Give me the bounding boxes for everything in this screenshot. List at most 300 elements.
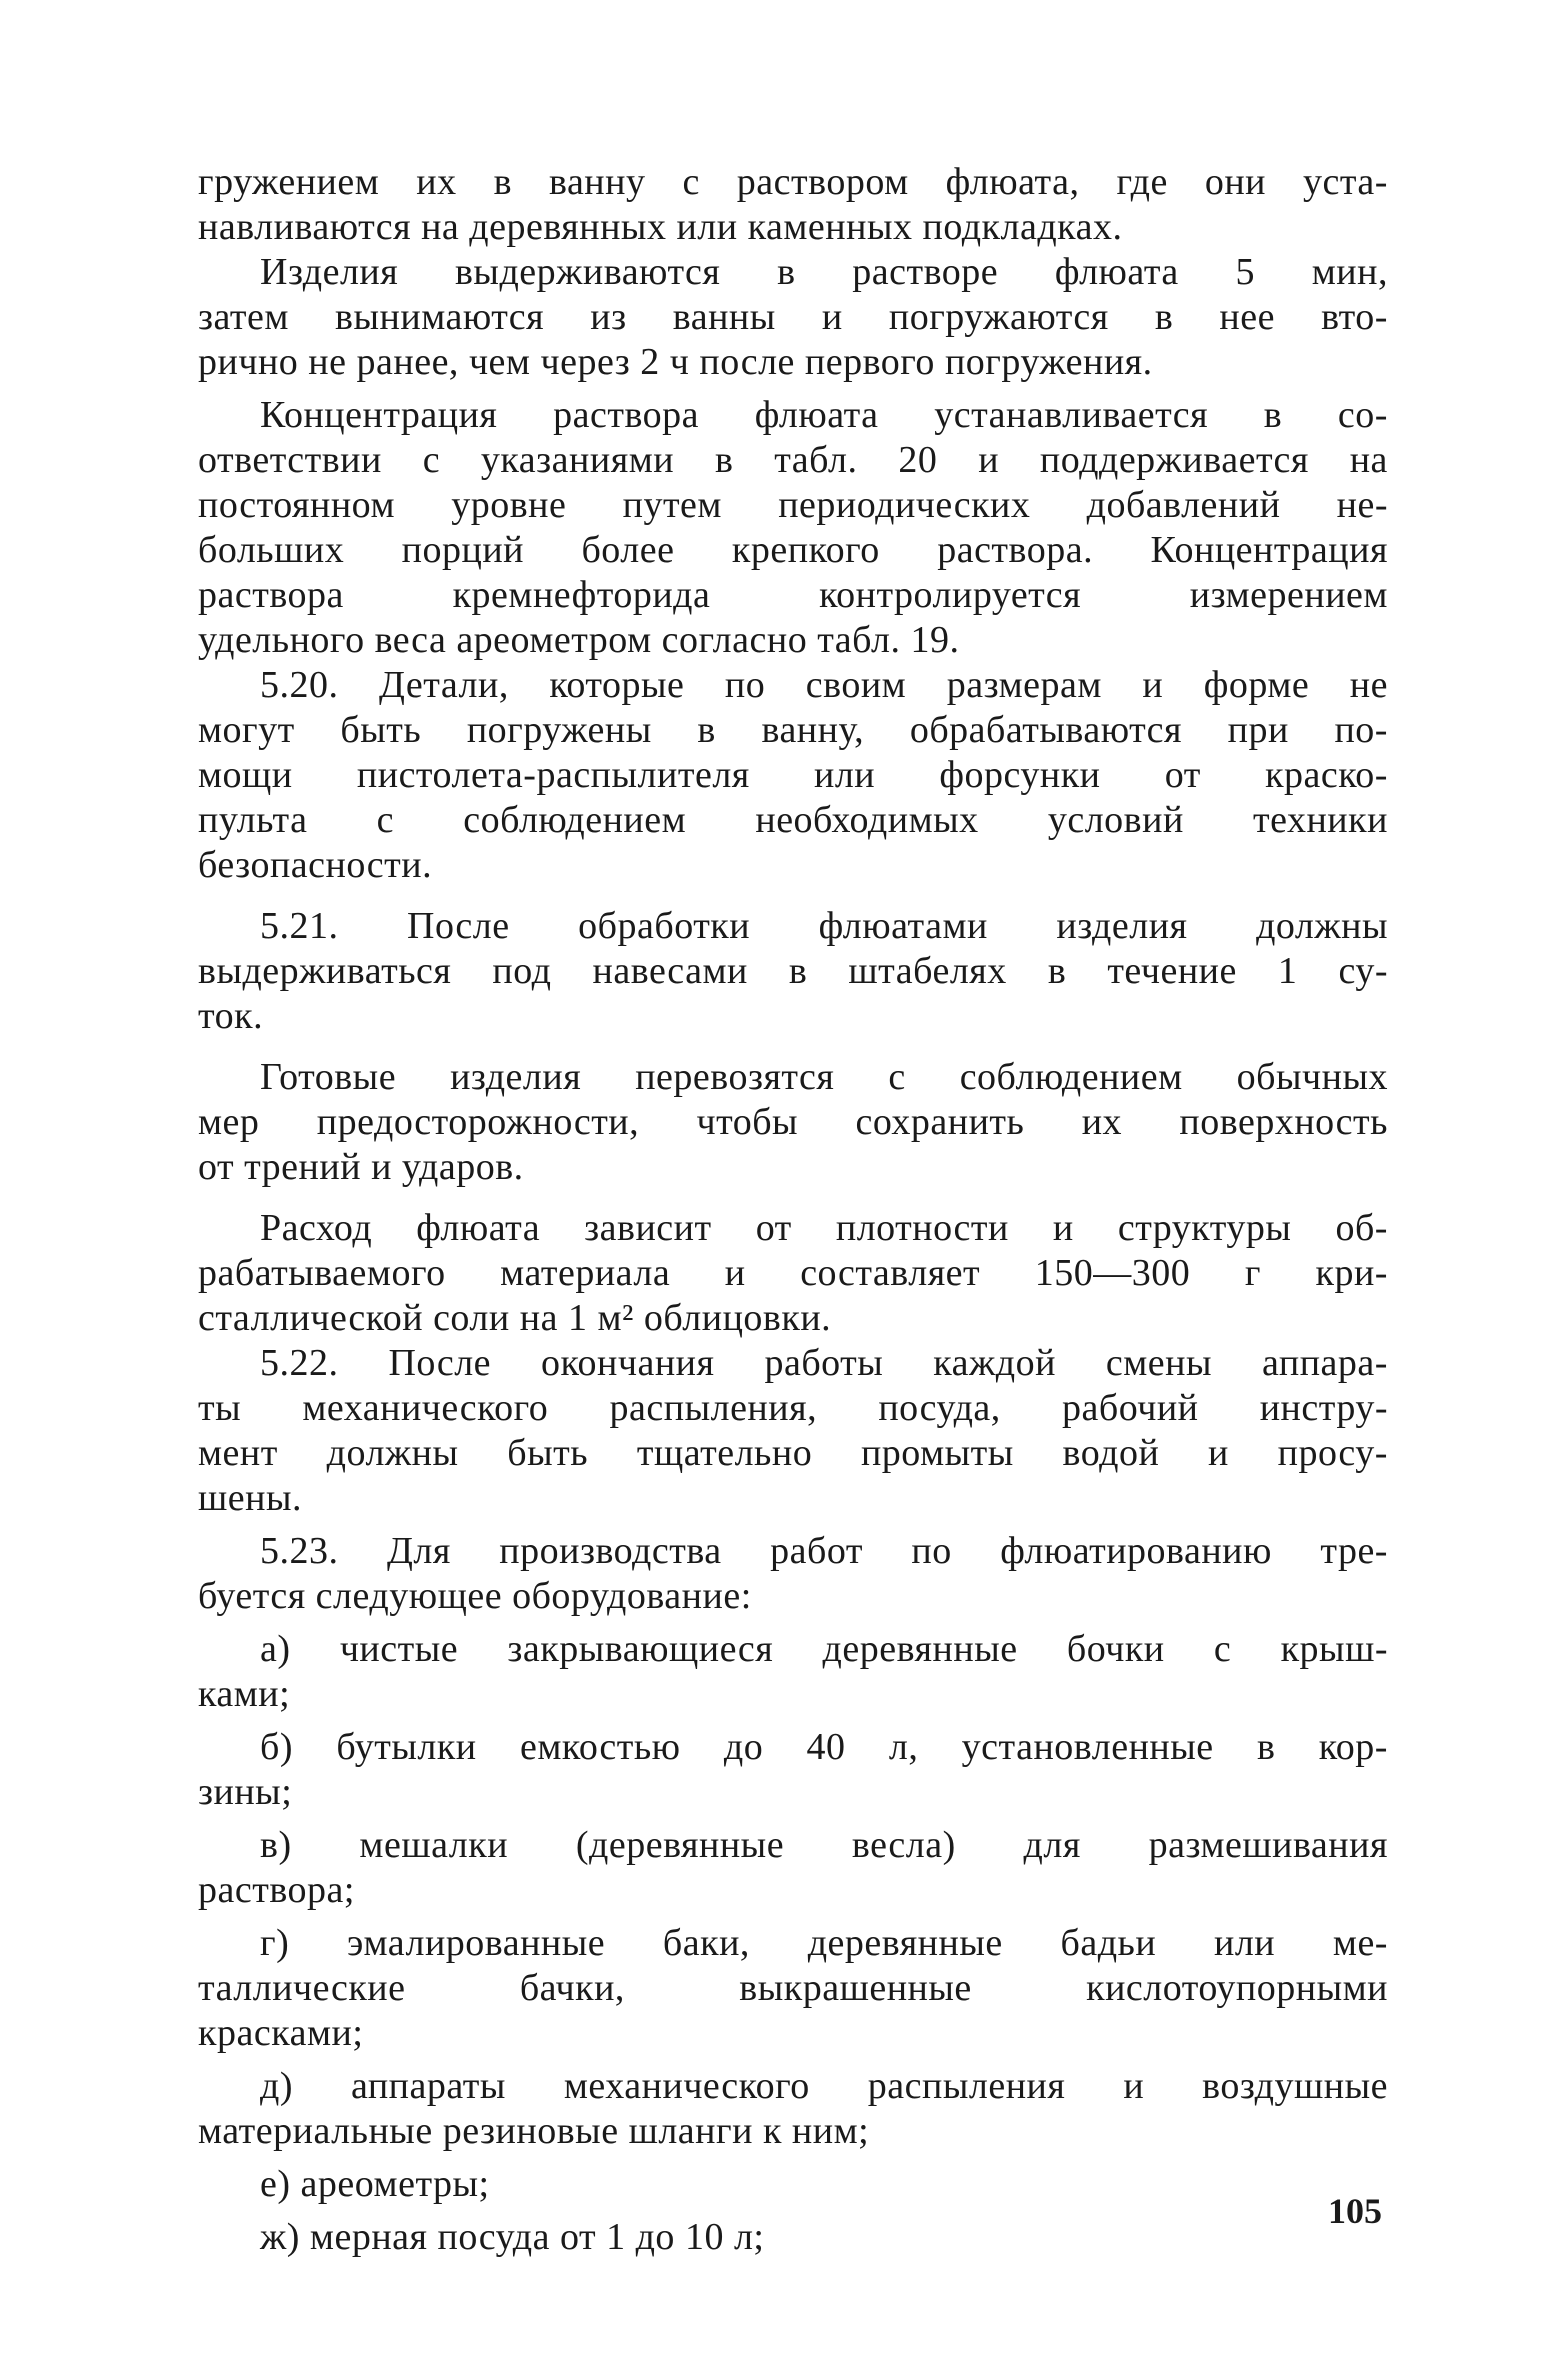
word: 10: [684, 2216, 734, 2258]
word: деревянные: [822, 1628, 1018, 1670]
text-line: [198, 904, 1388, 949]
word: с: [682, 161, 700, 203]
word: рабатываемого: [198, 1252, 446, 1294]
text-line: [198, 2064, 1388, 2109]
text-line: [198, 1921, 1388, 1966]
word: Концентрация: [260, 394, 498, 436]
word: д): [260, 2065, 293, 2107]
word: ответствии: [198, 439, 382, 481]
word: бочки: [1066, 1628, 1165, 1670]
word: удельного: [198, 619, 375, 661]
text-line: [198, 160, 1388, 205]
paragraph-gap: [198, 1913, 1388, 1921]
word: выдерживаются: [454, 251, 721, 293]
word: в: [1154, 296, 1174, 338]
word: или: [814, 754, 876, 796]
word: плотности: [835, 1207, 1009, 1249]
word: должны: [326, 1432, 459, 1474]
word: флюата: [1054, 251, 1179, 293]
word: и: [1208, 1432, 1229, 1474]
word: крыш-: [1280, 1628, 1388, 1670]
word: бадьи: [1060, 1922, 1157, 1964]
word: или: [676, 206, 748, 248]
word: бачки,: [519, 1967, 625, 2009]
word: подкладках.: [922, 206, 1123, 248]
word: быть: [340, 709, 422, 751]
word: по: [724, 664, 766, 706]
word: Детали,: [379, 664, 509, 706]
word: и: [1142, 664, 1164, 706]
word: емкостью: [519, 1726, 681, 1768]
word: безопасности.: [198, 844, 433, 886]
word: растворе: [852, 251, 999, 293]
word: 5.22.: [260, 1342, 339, 1384]
word: после: [699, 341, 805, 383]
word: механического: [563, 2065, 810, 2107]
word: раствором: [736, 161, 909, 203]
word: с: [422, 439, 441, 481]
text-line: [198, 393, 1388, 438]
word: тщательно: [636, 1432, 813, 1474]
word: установленные: [961, 1726, 1214, 1768]
word: поверхность: [1179, 1101, 1388, 1143]
text-line: [198, 708, 1388, 753]
paragraph-gap: [198, 2056, 1388, 2064]
word: деревянных: [469, 206, 677, 248]
word: зины;: [198, 1771, 293, 1813]
word: изделия: [450, 1056, 582, 1098]
text-body: [198, 160, 1388, 2260]
word: выкрашенные: [739, 1967, 972, 2009]
text-line: [198, 1672, 1388, 1717]
word: сталлической: [198, 1297, 434, 1339]
word: сохранить: [855, 1101, 1025, 1143]
word: с: [888, 1056, 906, 1098]
word: ванну,: [761, 709, 865, 751]
word: чтобы: [696, 1101, 799, 1143]
word: на: [421, 206, 470, 248]
word: материала: [500, 1252, 671, 1294]
word: табл.: [817, 619, 911, 661]
word: 1: [1277, 950, 1298, 992]
word: пистолета-распылителя: [356, 754, 750, 796]
word: перевозятся: [635, 1056, 835, 1098]
word: распыления: [867, 2065, 1066, 2107]
word: 1: [567, 1297, 598, 1339]
text-line: [198, 528, 1388, 573]
word: с: [376, 799, 395, 841]
paragraph-gap: [198, 1619, 1388, 1627]
word: ареометры;: [300, 2163, 490, 2205]
word: через: [540, 341, 641, 383]
word: не-: [1336, 484, 1388, 526]
text-line: [198, 438, 1388, 483]
word: штабелях: [848, 950, 1007, 992]
text-line: [198, 1055, 1388, 1100]
word: соблюдением: [463, 799, 687, 841]
word: соблюдением: [959, 1056, 1183, 1098]
word: флюатами: [818, 905, 988, 947]
text-line: [198, 1431, 1388, 1476]
word: нее: [1219, 296, 1275, 338]
text-line: [198, 1529, 1388, 1574]
word: гружением: [198, 161, 380, 203]
word: изделия: [1056, 905, 1188, 947]
word: по-: [1334, 709, 1388, 751]
word: с: [1213, 1628, 1232, 1670]
word: в: [697, 709, 716, 751]
word: мент: [198, 1432, 278, 1474]
text-line: [198, 949, 1388, 994]
word: следующее: [315, 1575, 513, 1617]
word: затем: [198, 296, 289, 338]
word: (деревянные: [575, 1824, 785, 1866]
word: буется: [198, 1575, 316, 1617]
text-line: [198, 1725, 1388, 1770]
word: чистые: [339, 1628, 459, 1670]
text-line: [198, 663, 1388, 708]
text-line: [198, 1823, 1388, 1868]
word: раствора: [198, 574, 344, 616]
word: навливаются: [198, 206, 422, 248]
word: под: [492, 950, 552, 992]
word: таллические: [198, 1967, 406, 2009]
word: в: [1047, 950, 1067, 992]
word: в: [788, 950, 808, 992]
word: 5.20.: [260, 664, 339, 706]
word: должны: [1256, 905, 1388, 947]
word: г: [1244, 1252, 1261, 1294]
word: и: [978, 439, 1000, 481]
word: размерам: [946, 664, 1102, 706]
word: мин,: [1311, 251, 1388, 293]
word: могут: [198, 709, 295, 751]
word: Для: [386, 1530, 451, 1572]
word: каменных: [747, 206, 923, 248]
word: работы: [764, 1342, 884, 1384]
word: раствора;: [198, 1869, 355, 1911]
word: просу-: [1277, 1432, 1388, 1474]
word: и: [371, 1146, 402, 1188]
word: форме: [1203, 664, 1310, 706]
word: флюатированию: [1000, 1530, 1272, 1572]
paragraph-gap: [198, 1815, 1388, 1823]
text-line: [198, 483, 1388, 528]
word: их: [1081, 1101, 1123, 1143]
word: кремнефторида: [452, 574, 711, 616]
word: форсунки: [939, 754, 1101, 796]
word: техники: [1252, 799, 1388, 841]
word: ками;: [198, 1673, 291, 1715]
word: не: [308, 341, 357, 383]
word: веса: [374, 619, 457, 661]
word: на: [519, 1297, 568, 1339]
word: составляет: [800, 1252, 981, 1294]
word: размешивания: [1148, 1824, 1388, 1866]
word: ч: [669, 341, 700, 383]
word: чем: [468, 341, 541, 383]
word: погружения.: [944, 341, 1153, 383]
word: распыления,: [609, 1387, 818, 1429]
word: постоянном: [198, 484, 396, 526]
word: материальные: [198, 2110, 443, 2152]
word: вто-: [1321, 296, 1388, 338]
word: своим: [805, 664, 907, 706]
word: 1: [606, 2216, 636, 2258]
word: кри-: [1315, 1252, 1388, 1294]
word: 5.23.: [260, 1530, 339, 1572]
word: более: [581, 529, 675, 571]
word: и: [821, 296, 843, 338]
word: Готовые: [260, 1056, 397, 1098]
word: работ: [770, 1530, 863, 1572]
word: зависит: [584, 1207, 712, 1249]
word: в: [1263, 394, 1283, 436]
word: 5.21.: [260, 905, 339, 947]
word: резиновые: [442, 2110, 629, 2152]
word: к: [762, 2110, 792, 2152]
word: они: [1204, 161, 1266, 203]
word: крепкого: [731, 529, 880, 571]
word: После: [407, 905, 510, 947]
word: промыты: [860, 1432, 1014, 1474]
word: или: [1213, 1922, 1276, 1964]
word: в: [714, 439, 734, 481]
word: 2: [640, 341, 670, 383]
word: деревянные: [807, 1922, 1003, 1964]
word: 150—300: [1034, 1252, 1191, 1294]
text-line: [198, 843, 1388, 888]
paragraph-gap: [198, 1039, 1388, 1055]
word: кор-: [1318, 1726, 1388, 1768]
word: со-: [1337, 394, 1388, 436]
word: необходимых: [755, 799, 979, 841]
word: от: [559, 2216, 607, 2258]
word: из: [590, 296, 627, 338]
word: согласно: [661, 619, 818, 661]
word: структуры: [1117, 1207, 1292, 1249]
word: и: [1052, 1207, 1074, 1249]
text-line: [198, 618, 1388, 663]
text-line: [198, 1476, 1388, 1521]
word: После: [388, 1342, 492, 1384]
word: рично: [198, 341, 309, 383]
word: в): [260, 1824, 292, 1866]
text-line: [198, 1574, 1388, 1619]
text-line: [198, 798, 1388, 843]
word: л;: [733, 2216, 765, 2258]
paragraph-gap: [198, 2154, 1388, 2162]
word: указаниями: [480, 439, 675, 481]
word: до: [635, 2216, 685, 2258]
word: выдерживаться: [198, 950, 452, 992]
word: навесами: [592, 950, 748, 992]
word: аппара-: [1262, 1342, 1388, 1384]
word: механического: [302, 1387, 549, 1429]
word: шены.: [198, 1477, 302, 1519]
word: вынимаются: [335, 296, 545, 338]
word: б): [260, 1726, 293, 1768]
text-line: [198, 2011, 1388, 2056]
word: каждой: [933, 1342, 1056, 1384]
paragraph-gap: [198, 1521, 1388, 1529]
word: облицовки.: [643, 1297, 832, 1339]
word: трений: [244, 1146, 372, 1188]
text-line: [198, 295, 1388, 340]
word: закрывающиеся: [507, 1628, 774, 1670]
word: ним;: [791, 2110, 870, 2152]
word: по: [911, 1530, 952, 1572]
word: посуда,: [878, 1387, 1001, 1429]
word: и: [724, 1252, 746, 1294]
word: посуда: [437, 2216, 560, 2258]
word: эмалированные: [347, 1922, 606, 1964]
text-line: [198, 205, 1388, 250]
paragraph-gap: [198, 385, 1388, 393]
word: е): [260, 2163, 301, 2205]
text-line: [198, 573, 1388, 618]
word: поддерживается: [1039, 439, 1309, 481]
word: первого: [804, 341, 945, 383]
text-line: [198, 1206, 1388, 1251]
word: водой: [1062, 1432, 1160, 1474]
word: обычных: [1236, 1056, 1388, 1098]
word: су-: [1338, 950, 1388, 992]
word: 40: [806, 1726, 846, 1768]
word: пульта: [198, 799, 308, 841]
word: условий: [1047, 799, 1184, 841]
word: оборудование:: [512, 1575, 752, 1617]
word: ж): [260, 2216, 310, 2258]
word: течение: [1107, 950, 1237, 992]
word: которые: [549, 664, 685, 706]
word: больших: [198, 529, 345, 571]
word: воздушные: [1202, 2065, 1388, 2107]
word: об-: [1335, 1207, 1388, 1249]
text-line: [198, 753, 1388, 798]
word: где: [1116, 161, 1168, 203]
word: для: [1023, 1824, 1081, 1866]
word: 19.: [910, 619, 960, 661]
text-line: [198, 1100, 1388, 1145]
word: г): [260, 1922, 290, 1964]
word: табл.: [774, 439, 858, 481]
word: от: [198, 1146, 245, 1188]
word: бутылки: [336, 1726, 477, 1768]
word: м²: [597, 1297, 644, 1339]
word: ударов.: [401, 1146, 524, 1188]
word: мощи: [198, 754, 293, 796]
word: ты: [198, 1387, 242, 1429]
word: Расход: [260, 1207, 373, 1249]
word: периодических: [778, 484, 1031, 526]
word: устанавливается: [934, 394, 1209, 436]
word: мер: [198, 1101, 260, 1143]
word: уста-: [1302, 161, 1388, 203]
text-line: [198, 250, 1388, 295]
text-line: [198, 1770, 1388, 1815]
word: не: [1349, 664, 1388, 706]
word: 20: [898, 439, 938, 481]
word: добавлений: [1086, 484, 1281, 526]
word: мешалки: [359, 1824, 509, 1866]
text-line: [198, 1627, 1388, 1672]
word: баки,: [662, 1922, 750, 1964]
word: л,: [888, 1726, 919, 1768]
word: контролируется: [819, 574, 1082, 616]
word: 5: [1235, 251, 1255, 293]
word: измерением: [1189, 574, 1388, 616]
word: до: [723, 1726, 764, 1768]
word: тре-: [1320, 1530, 1388, 1572]
word: в: [1256, 1726, 1276, 1768]
word: быть: [507, 1432, 589, 1474]
word: раствора: [553, 394, 699, 436]
word: обрабатываются: [909, 709, 1182, 751]
text-line: [198, 994, 1388, 1039]
word: их: [416, 161, 457, 203]
word: уровне: [451, 484, 567, 526]
word: путем: [622, 484, 722, 526]
paragraph-gap: [198, 888, 1388, 904]
page-number: 105: [1328, 2191, 1382, 2231]
word: ванны: [672, 296, 776, 338]
paragraph-gap: [198, 1717, 1388, 1725]
paragraph-gap: [198, 2207, 1388, 2215]
word: шланги: [628, 2110, 763, 2152]
word: смены: [1105, 1342, 1213, 1384]
text-line: [198, 1341, 1388, 1386]
word: флюата: [754, 394, 879, 436]
word: в: [777, 251, 796, 293]
word: краско-: [1265, 754, 1388, 796]
word: порций: [401, 529, 525, 571]
word: ранее,: [356, 341, 469, 383]
word: и: [1123, 2065, 1145, 2107]
text-line: [198, 1251, 1388, 1296]
word: Концентрация: [1150, 529, 1388, 571]
word: весла): [851, 1824, 956, 1866]
text-line: [198, 340, 1388, 385]
word: а): [260, 1628, 291, 1670]
word: рабочий: [1062, 1387, 1199, 1429]
word: от: [1164, 754, 1201, 796]
word: соли: [433, 1297, 520, 1339]
word: инстру-: [1259, 1387, 1388, 1429]
word: погружаются: [888, 296, 1109, 338]
word: флюата,: [945, 161, 1080, 203]
word: раствора.: [937, 529, 1094, 571]
paragraph-gap: [198, 1190, 1388, 1206]
word: на: [1349, 439, 1388, 481]
text-line: [198, 1386, 1388, 1431]
word: погружены: [466, 709, 652, 751]
word: от: [755, 1207, 792, 1249]
word: в: [493, 161, 513, 203]
word: окончания: [541, 1342, 715, 1384]
word: ванну: [549, 161, 646, 203]
word: при: [1227, 709, 1289, 751]
text-line: [198, 1868, 1388, 1913]
word: предосторожности,: [316, 1101, 640, 1143]
word: аппараты: [350, 2065, 506, 2107]
text-line: [198, 2162, 1388, 2207]
word: красками;: [198, 2012, 364, 2054]
word: флюата: [416, 1207, 541, 1249]
text-line: [198, 1145, 1388, 1190]
word: ме-: [1332, 1922, 1388, 1964]
text-line: [198, 2215, 1388, 2260]
